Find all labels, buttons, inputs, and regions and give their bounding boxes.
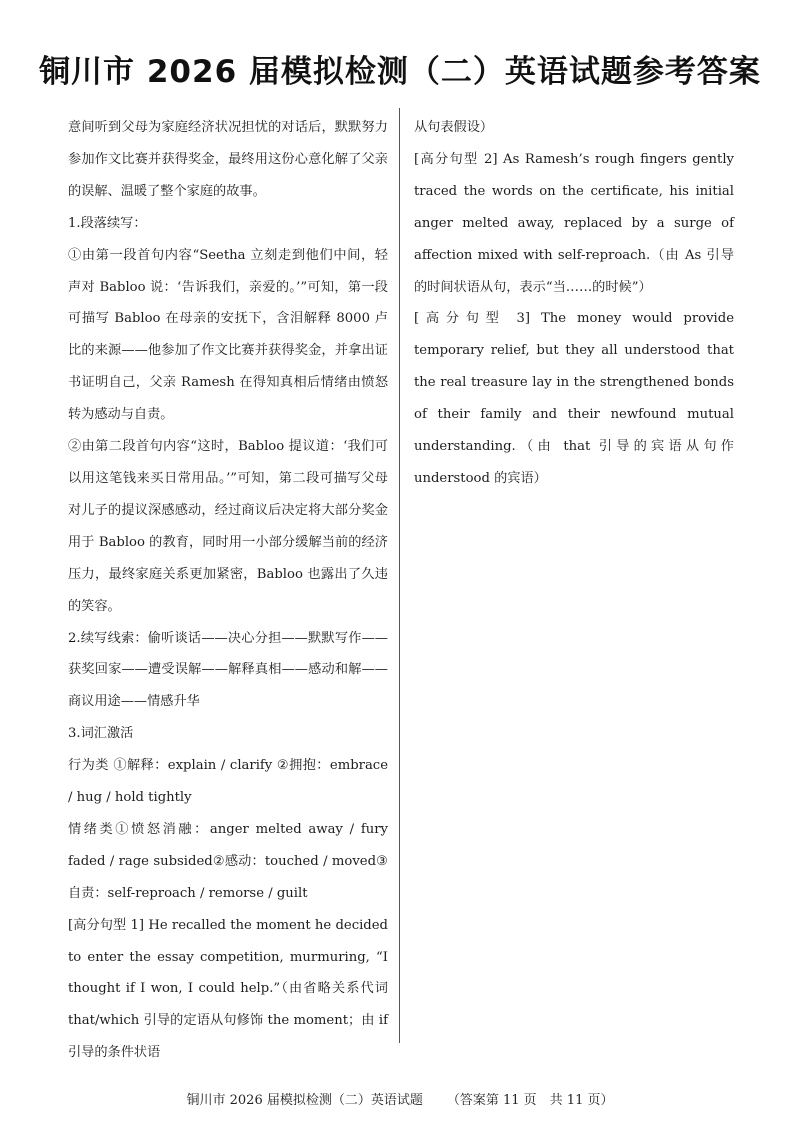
paragraph-action-vocab: 行为类 ①解释：explain / clarify ②拥抱：embrace / hug / hold tightly (68, 758, 388, 806)
paragraph-plot-clues: 2.续写线索：偷听谈话——决心分担——默默写作——获奖回家——遭受误解——解释真相——感动和解——商议用途——情感升华 (68, 630, 388, 710)
paragraph-sentence-pattern-1: [高分句型 1] He recalled the moment he decided to enter the essay competition, murmuring, “I thought if I won, I could help.”（由省略关系代词 that/which 引导的定语从句修饰 the moment；由 if 引导的条件状语 (68, 917, 388, 1061)
left-column (68, 112, 388, 1069)
paragraph-sentence-pattern-3: [高分句型 3] The money would provide temporary relief, but they all understood that the real treasure lay in the strengthened bonds of their family and their newfound mutual understanding.（由 that 引导的宾语从句作 understood 的宾语） (414, 311, 734, 486)
footer-exam-name: 铜川市 2026 届模拟检测（二）英语试题 (186, 1093, 423, 1108)
paragraph-first-para-guide: ①由第一段首句内容“Seetha 立刻走到他们中间，轻声对 Babloo 说：‘告诉我们，亲爱的。’”可知，第一段可描写 Babloo 在母亲的安抚下，含泪解释 8000 卢比的来源——他参加了作文比赛并获得奖金，并拿出证书证明自己，父亲 Ramesh 在得知真相后情绪由愤怒转为感动与自责。 (68, 247, 388, 423)
paragraph-second-para-guide: ②由第二段首句内容“这时，Babloo 提议道：‘我们可以用这笔钱来买日常用品。’”可知，第二段可描写父母对儿子的提议深感感动，经过商议后决定将大部分奖金用于 Babloo 的教育，同时用一小部分缓解当前的经济压力，最终家庭关系更加紧密，Babloo 也露出了久违的笑容。 (68, 439, 388, 614)
column-divider (399, 108, 400, 1043)
page-title: 铜川市 2026 届模拟检测（二）英语试题参考答案 (39, 54, 761, 90)
footer-page-number: （答案第 11 页 共 11 页） (446, 1093, 614, 1108)
paragraph-emotion-vocab: 情绪类①愤怒消融：anger melted away / fury faded / rage subsided②感动：touched / moved③自责：self-reproach / remorse / guilt (68, 821, 388, 901)
paragraph-pattern-1-continued: 从句表假设） (414, 120, 494, 135)
right-column (414, 112, 734, 495)
page-footer (0, 1089, 800, 1108)
paragraph-sentence-pattern-2: [高分句型 2] As Ramesh’s rough fingers gently traced the words on the certificate, his initial anger melted away, replaced by a surge of affection mixed with self-reproach.（由 As 引导的时间状语从句，表示“当……的时候”） (414, 151, 734, 295)
heading-paragraph-continuation: 1.段落续写： (68, 215, 147, 231)
heading-vocabulary: 3.词汇激活 (68, 726, 134, 742)
paragraph-story-summary: 意间听到父母为家庭经济状况担忧的对话后，默默努力参加作文比赛并获得奖金，最终用这份心意化解了父亲的误解、温暖了整个家庭的故事。 (68, 120, 388, 199)
